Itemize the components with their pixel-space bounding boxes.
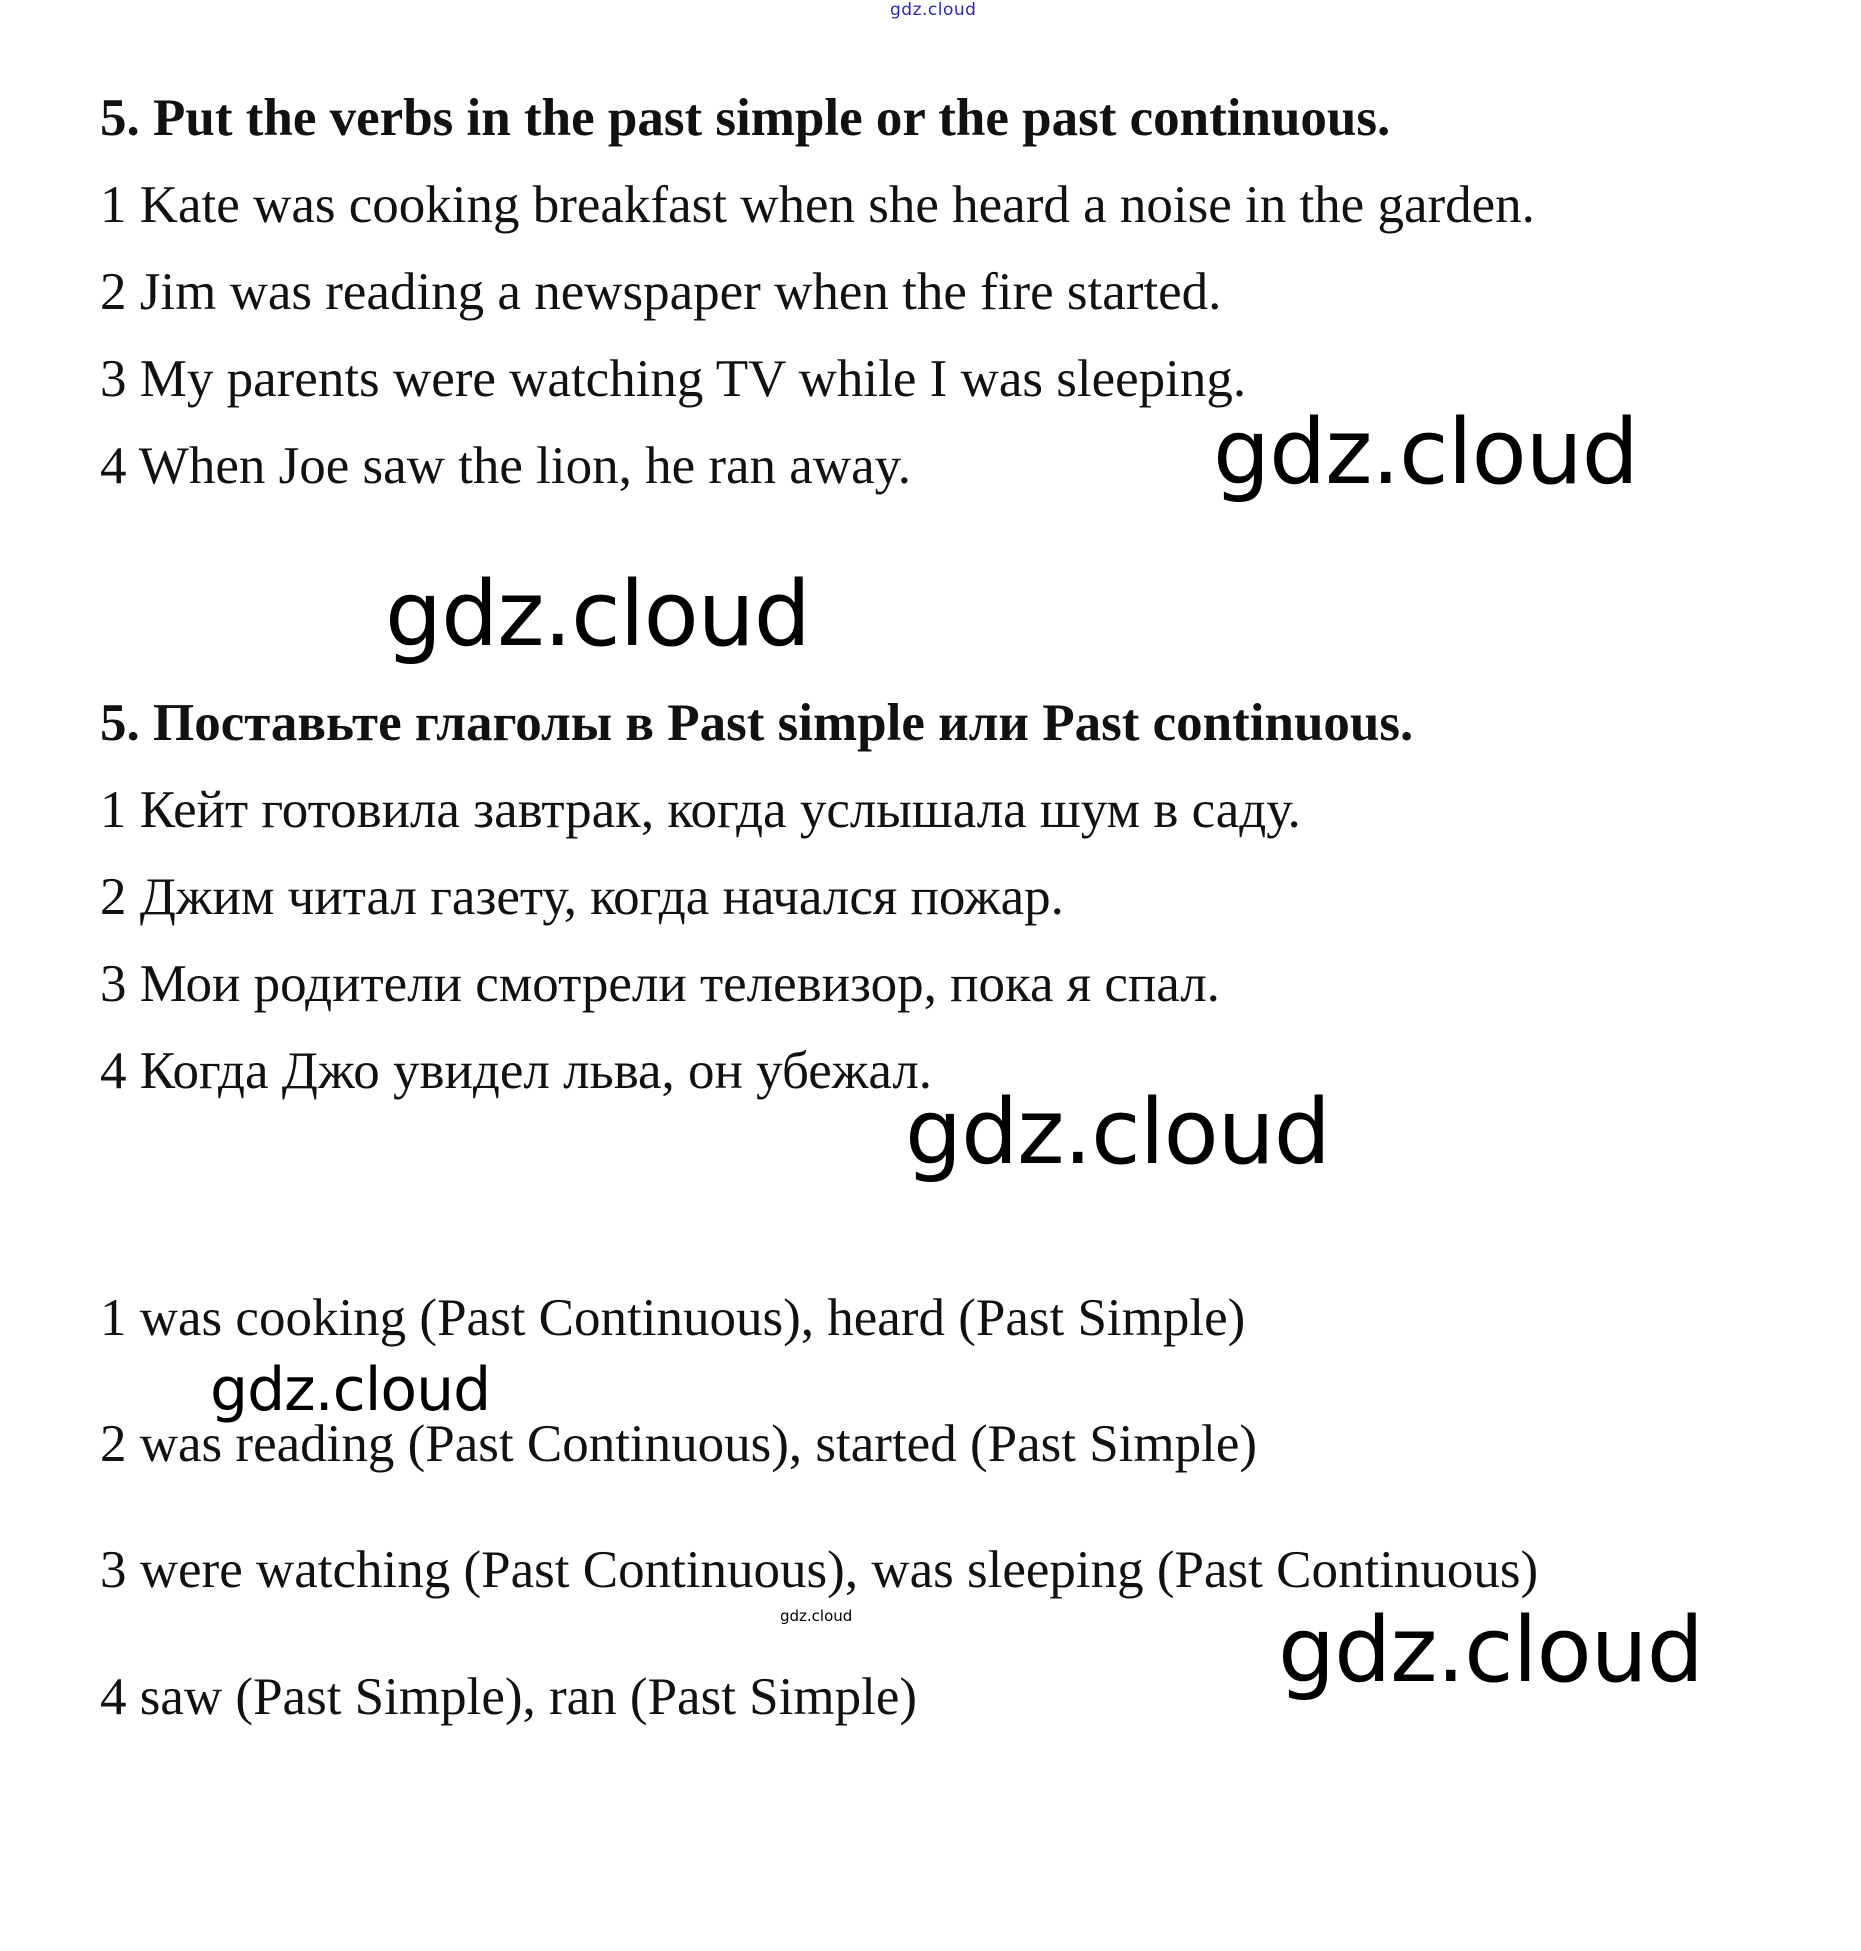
answer-line-2: 2 was reading (Past Continuous), started (Past Simple) — [100, 1415, 1258, 1473]
watermark-1: gdz.cloud — [1213, 400, 1638, 505]
watermark-5: gdz.cloud — [780, 1607, 853, 1625]
exercise-line-en-3: 3 My parents were watching TV while I was sleeping. — [100, 350, 1247, 408]
exercise-heading-ru: 5. Поставьте глаголы в Past simple или Past continuous. — [100, 694, 1414, 752]
watermark-4: gdz.cloud — [210, 1355, 491, 1425]
answer-line-4: 4 saw (Past Simple), ran (Past Simple) — [100, 1668, 917, 1726]
watermark-3: gdz.cloud — [905, 1080, 1330, 1185]
exercise-line-ru-2: 2 Джим читал газету, когда начался пожар. — [100, 868, 1064, 926]
watermark-2: gdz.cloud — [385, 562, 810, 667]
exercise-line-en-4: 4 When Joe saw the lion, he ran away. — [100, 437, 911, 495]
exercise-line-en-1: 1 Kate was cooking breakfast when she heard a noise in the garden. — [100, 176, 1535, 234]
watermark-6: gdz.cloud — [1278, 1598, 1703, 1703]
exercise-heading-en: 5. Put the verbs in the past simple or the past continuous. — [100, 89, 1391, 147]
exercise-line-ru-3: 3 Мои родители смотрели телевизор, пока я спал. — [100, 955, 1220, 1013]
exercise-line-en-2: 2 Jim was reading a newspaper when the fire started. — [100, 263, 1222, 321]
exercise-line-ru-4: 4 Когда Джо увидел льва, он убежал. — [100, 1042, 933, 1100]
exercise-line-ru-1: 1 Кейт готовила завтрак, когда услышала шум в саду. — [100, 781, 1301, 839]
answer-line-1: 1 was cooking (Past Continuous), heard (Past Simple) — [100, 1289, 1246, 1347]
answer-line-3: 3 were watching (Past Continuous), was sleeping (Past Continuous) — [100, 1541, 1539, 1599]
watermark-top: gdz.cloud — [890, 0, 977, 20]
